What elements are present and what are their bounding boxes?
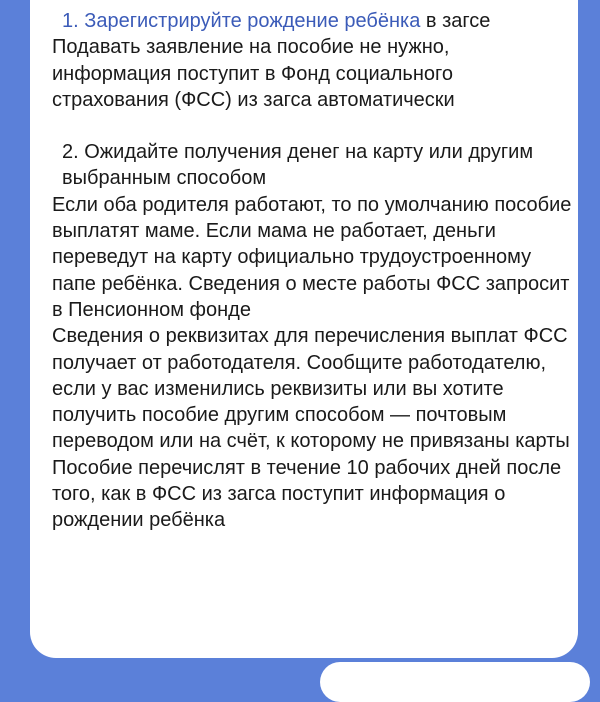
step-1-number: 1. xyxy=(62,10,79,32)
step-2-paragraph-2: Сведения о реквизитах для перечисления выплат ФСС получает от работодателя. Сообщите работодателю, если у вас изменились реквизиты или вы хотите получить пособие другим способом — почтовым переводом или на счёт, к которому не привязаны карты xyxy=(52,325,570,453)
step-1-suffix: в загсе xyxy=(420,10,491,32)
step-1-description: Подавать заявление на пособие не нужно, информация поступит в Фонд социального страхования (ФСС) из загса автоматически xyxy=(52,36,455,111)
step-2-paragraph-1: Если оба родителя работают, то по умолчанию пособие выплатят маме. Если мама не работает, деньги переведут на карту официально трудоустроенному папе ребёнка. Сведения о месте работы ФСС запросит в Пенсионном фонде xyxy=(52,193,572,321)
step-2-title: Ожидайте получения денег на карту или другим выбранным способом xyxy=(62,141,534,190)
step-2-heading xyxy=(52,139,572,192)
next-message-bubble xyxy=(320,662,590,702)
register-birth-link[interactable]: Зарегистрируйте рождение ребёнка xyxy=(84,10,421,32)
spacer xyxy=(52,113,572,139)
step-2-paragraph-3: Пособие перечислят в течение 10 рабочих дней после того, как в ФСС из загса поступит информация о рождении ребёнка xyxy=(52,456,562,532)
instructions xyxy=(52,8,572,534)
step-2-number: 2. xyxy=(62,141,79,164)
step-1-heading xyxy=(52,8,572,34)
